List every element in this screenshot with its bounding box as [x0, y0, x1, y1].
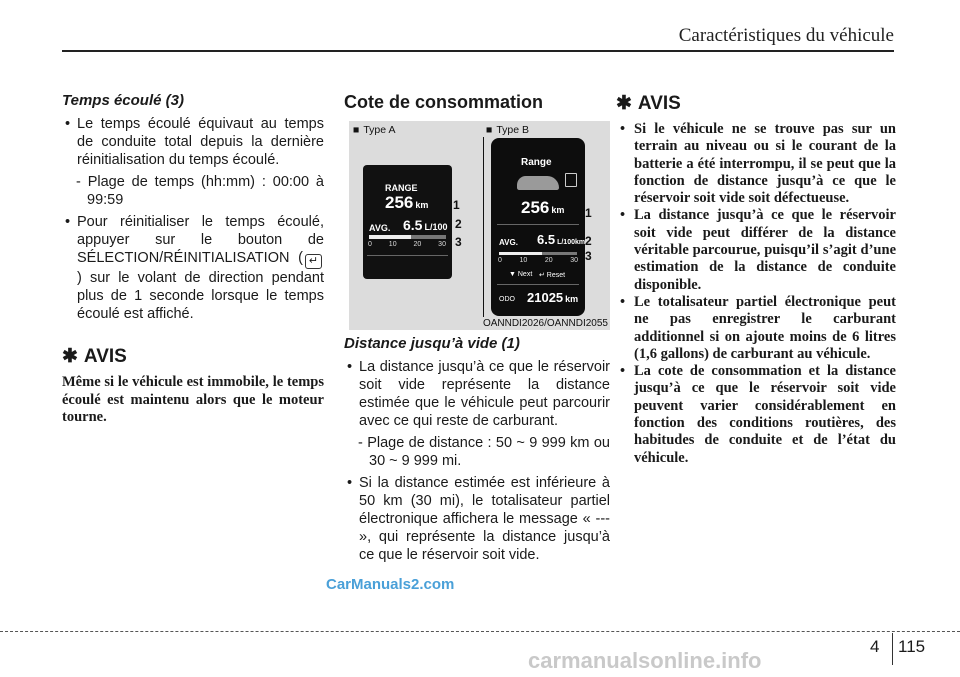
screen-b-divider-2: [497, 284, 579, 285]
tick-label: 0: [498, 257, 502, 264]
chapter-number: 4: [870, 637, 880, 656]
callout-b-1: 1: [585, 206, 592, 220]
middle-column: [344, 92, 610, 121]
figure-caption: OANNDI2026/OANNDI2055: [482, 318, 608, 329]
odo-value: [527, 290, 578, 305]
car-icon: [517, 176, 559, 190]
avis-item: • La cote de consommation et la distance jusqu’à ce que le réservoir soit vide peuvent varier considérablement en fonction des conditions routières, des habitudes de conduite et de l’état du véhicule.: [616, 363, 896, 467]
screen-b-divider-1: [497, 224, 579, 225]
avg-unit-a: L/100: [424, 222, 448, 232]
type-a-label: ■ Type A: [353, 124, 395, 136]
callout-a-2: 2: [455, 217, 462, 231]
avis-label: AVIS: [83, 346, 127, 367]
range-value-b: [521, 198, 564, 218]
header-rule: [62, 50, 894, 52]
elapsed-time-bullet-2: [62, 213, 324, 323]
avg-value-b: [537, 232, 585, 247]
next-label: ▼ Next: [509, 271, 533, 278]
avis-item: • Le totalisateur partiel électronique peut ne pas enregistrer le carburant additionnel si on ajoute moins de 6 litres (1,6 gallons) de carburant au véhicule.: [616, 294, 896, 363]
avis-item: • Si le véhicule ne se trouve pas sur un terrain au niveau ou si le courant de la batterie a été interrompu, il se peut que la fonction de distance jusqu’à ce que le réservoir soit vide soit défectueuse.: [616, 121, 896, 207]
avg-value-a: [403, 217, 447, 233]
callout-a-3: 3: [455, 235, 462, 249]
avg-ticks-a: [368, 241, 446, 248]
left-column: [62, 92, 324, 427]
elapsed-time-range: - Plage de temps (hh:mm) : 00:00 à 99:59: [76, 174, 324, 208]
avg-bar-a: [369, 235, 446, 239]
cluster-screen-b: [491, 138, 585, 316]
header-title: Caractéristiques du véhicule: [678, 25, 894, 46]
avg-bar-b: [499, 252, 577, 255]
footer-rule: [0, 631, 960, 632]
elapsed-time-bullet-1: • Le temps écoulé équivaut au temps de conduite total depuis la dernière réinitialisation du temps écoulé.: [62, 115, 324, 169]
cluster-figure: [349, 121, 610, 330]
avis-text-left: Même si le véhicule est immobile, le temps écoulé est maintenu alors que le moteur tourne.: [62, 374, 324, 425]
consumption-heading: Cote de consommation: [344, 92, 544, 112]
avg-ticks-b: [498, 257, 578, 264]
range-number-a: 256: [385, 193, 414, 212]
reset-instruction-start: Pour réinitialiser le temps écoulé, appuyer sur le bouton de SÉLECTION/RÉINITIALISATION (: [77, 214, 324, 266]
callout-a-1: 1: [453, 198, 460, 212]
tick-label: 30: [438, 241, 446, 248]
elapsed-time-heading: Temps écoulé (3): [62, 92, 184, 109]
callout-b-2: 2: [585, 234, 592, 248]
tick-label: 30: [570, 257, 578, 264]
screen-a-divider: [367, 255, 448, 256]
asterisk-icon: ✱: [616, 93, 632, 114]
odo-number: 21025: [527, 290, 564, 305]
avg-bar-fill-b: [499, 252, 542, 255]
callout-b-3: 3: [585, 249, 592, 263]
tick-label: 20: [413, 241, 422, 248]
distance-bullet-1: • La distance jusqu’à ce que le réservoir soit vide représente la distance estimée que le véhicule peut parcourir avec ce qui reste de carburant.: [344, 358, 610, 430]
avg-bar-fill-a: [369, 235, 411, 239]
odo-label: ODO: [499, 296, 515, 303]
fuel-pump-icon: [565, 173, 577, 187]
cluster-screen-a: [363, 165, 452, 279]
right-column: [616, 92, 896, 467]
range-label-b: Range: [521, 157, 552, 168]
watermark-link[interactable]: CarManuals2.com: [326, 576, 455, 593]
distance-to-empty-heading: Distance jusqu’à vide (1): [344, 335, 520, 352]
avg-number-a: 6.5: [403, 217, 423, 233]
avg-number-b: 6.5: [537, 232, 556, 247]
asterisk-icon: ✱: [62, 346, 78, 367]
odo-unit: km: [565, 294, 579, 304]
footer-site-watermark[interactable]: carmanualsonline.info: [528, 648, 762, 673]
enter-key-icon: ↵: [305, 254, 322, 269]
range-number-b: 256: [521, 198, 550, 217]
tick-label: 20: [544, 257, 553, 264]
range-unit-b: km: [551, 205, 565, 215]
tick-label: 10: [388, 241, 397, 248]
distance-bullet-2: • Si la distance estimée est inférieure à 50 km (30 mi), le totalisateur partiel électronique affichera le message « --- », qui représente la distance jusqu’à ce que le réservoir soit vide.: [344, 474, 610, 564]
avg-unit-b: L/100km: [557, 239, 585, 246]
avis-heading-right: [616, 92, 896, 115]
figure-divider: [483, 137, 484, 317]
page-separator: [892, 633, 893, 665]
tick-label: 0: [368, 241, 372, 248]
range-value-a: [385, 193, 428, 213]
avis-item: • La distance jusqu’à ce que le réservoir soit vide peut différer de la distance véritable parcourue, puisqu’il s’agit d’une estimation de la distance de conduite disponible.: [616, 207, 896, 293]
reset-label: ↵ Reset: [539, 272, 566, 279]
avg-label-a: AVG.: [369, 223, 391, 233]
reset-instruction-end: ) sur le volant de direction pendant plus de 1 seconde lorsque le temps écoulé est affiché.: [77, 270, 324, 322]
type-b-label: ■ Type B: [486, 124, 529, 136]
tick-label: 10: [519, 257, 528, 264]
page-number: 115: [898, 637, 926, 656]
range-unit-a: km: [415, 200, 429, 210]
avg-label-b: AVG.: [499, 238, 518, 247]
middle-column-text: [344, 335, 610, 568]
avis-label: AVIS: [637, 93, 681, 114]
avis-heading-left: [62, 345, 324, 368]
range-label-a: RANGE: [385, 183, 418, 193]
distance-range: - Plage de distance : 50 ~ 9 999 km ou 30 ~ 9 999 mi.: [358, 435, 610, 469]
